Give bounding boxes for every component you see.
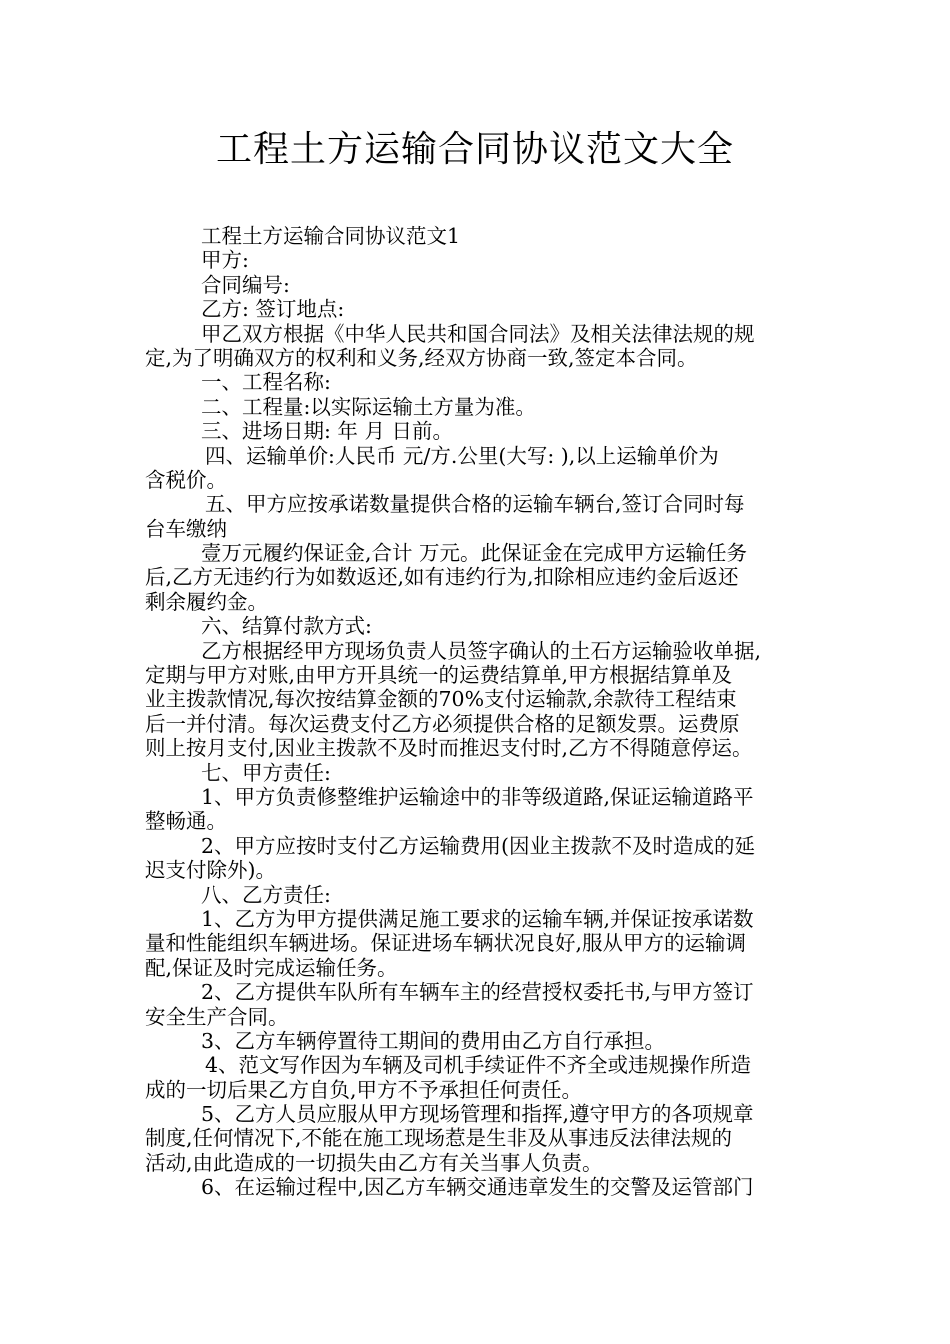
text-line: 业主拨款情况,每次按结算金额的70%支付运输款,余款待工程结束	[145, 687, 737, 712]
clause-heading: 八、乙方责任:	[201, 882, 331, 907]
text-line: 6、在运输过程中,因乙方车辆交通违章发生的交警及运管部门	[201, 1175, 754, 1200]
section-heading: 工程土方运输合同协议范文1	[201, 224, 461, 248]
document-body	[145, 224, 815, 1200]
party-a-field: 甲方:	[201, 248, 249, 273]
text-line: 壹万元履约保证金,合计 万元。此保证金在完成甲方运输任务	[201, 541, 748, 566]
clause-heading: 七、甲方责任:	[201, 760, 331, 785]
text-line: 安全生产合同。	[145, 1004, 289, 1029]
text-line: 甲乙双方根据《中华人民共和国合同法》及相关法律法规的规	[201, 321, 755, 346]
text-line: 配,保证及时完成运输任务。	[145, 955, 398, 980]
text-line: 台车缴纳	[145, 516, 227, 541]
text-line: 后,乙方无违约行为如数返还,如有违约行为,扣除相应违约金后返还	[145, 565, 739, 590]
text-line: 3、乙方车辆停置待工期间的费用由乙方自行承担。	[201, 1028, 666, 1053]
text-line: 量和性能组织车辆进场。保证进场车辆状况良好,服从甲方的运输调	[145, 931, 747, 956]
text-line: 成的一切后果乙方自负,甲方不予承担任何责任。	[145, 1077, 583, 1102]
text-line: 1、乙方为甲方提供满足施工要求的运输车辆,并保证按承诺数	[201, 906, 754, 931]
text-line: 2、乙方提供车队所有车辆车主的经营授权委托书,与甲方签订	[201, 980, 754, 1005]
document-title: 工程土方运输合同协议范文大全	[215, 129, 734, 170]
text-line: 则上按月支付,因业主拨款不及时而推迟支付时,乙方不得随意停运。	[145, 736, 753, 761]
clause-heading: 六、结算付款方式:	[201, 614, 372, 639]
contract-number-field: 合同编号:	[201, 272, 290, 297]
clause-heading: 四、运输单价:人民币 元/方.公里(大写: ),以上运输单价为	[205, 443, 719, 468]
text-line: 1、甲方负责修整维护运输途中的非等级道路,保证运输道路平	[201, 784, 754, 809]
text-line: 2、甲方应按时支付乙方运输费用(因业主拨款不及时造成的延	[201, 833, 756, 858]
clause-heading: 一、工程名称:	[201, 370, 331, 395]
text-line: 5、乙方人员应服从甲方现场管理和指挥,遵守甲方的各项规章	[201, 1102, 754, 1127]
text-line: 定,为了明确双方的权利和义务,经双方协商一致,签定本合同。	[145, 345, 698, 370]
text-line: 含税价。	[145, 467, 227, 492]
text-line: 乙方根据经甲方现场负责人员签字确认的土石方运输验收单据,	[201, 638, 762, 663]
text-line: 整畅通。	[145, 809, 227, 834]
text-line: 制度,任何情况下,不能在施工现场惹是生非及从事违反法律法规的	[145, 1126, 733, 1151]
party-b-field: 乙方: 签订地点:	[201, 297, 345, 322]
clause-heading: 二、工程量:以实际运输土方量为准。	[201, 394, 536, 419]
text-line: 迟支付除外)。	[145, 858, 276, 883]
text-line: 活动,由此造成的一切损失由乙方有关当事人负责。	[145, 1150, 603, 1175]
text-line: 后一并付清。每次运费支付乙方必须提供合格的足额发票。运费原	[145, 711, 740, 736]
clause-heading: 三、进场日期: 年 月 日前。	[201, 419, 453, 444]
text-line: 定期与甲方对账,由甲方开具统一的运费结算单,甲方根据结算单及	[145, 663, 733, 688]
text-line: 4、范文写作因为车辆及司机手续证件不齐全或违规操作所造	[205, 1053, 752, 1078]
clause-heading: 五、甲方应按承诺数量提供合格的运输车辆台,签订合同时每	[205, 492, 745, 517]
text-line: 剩余履约金。	[145, 589, 268, 614]
